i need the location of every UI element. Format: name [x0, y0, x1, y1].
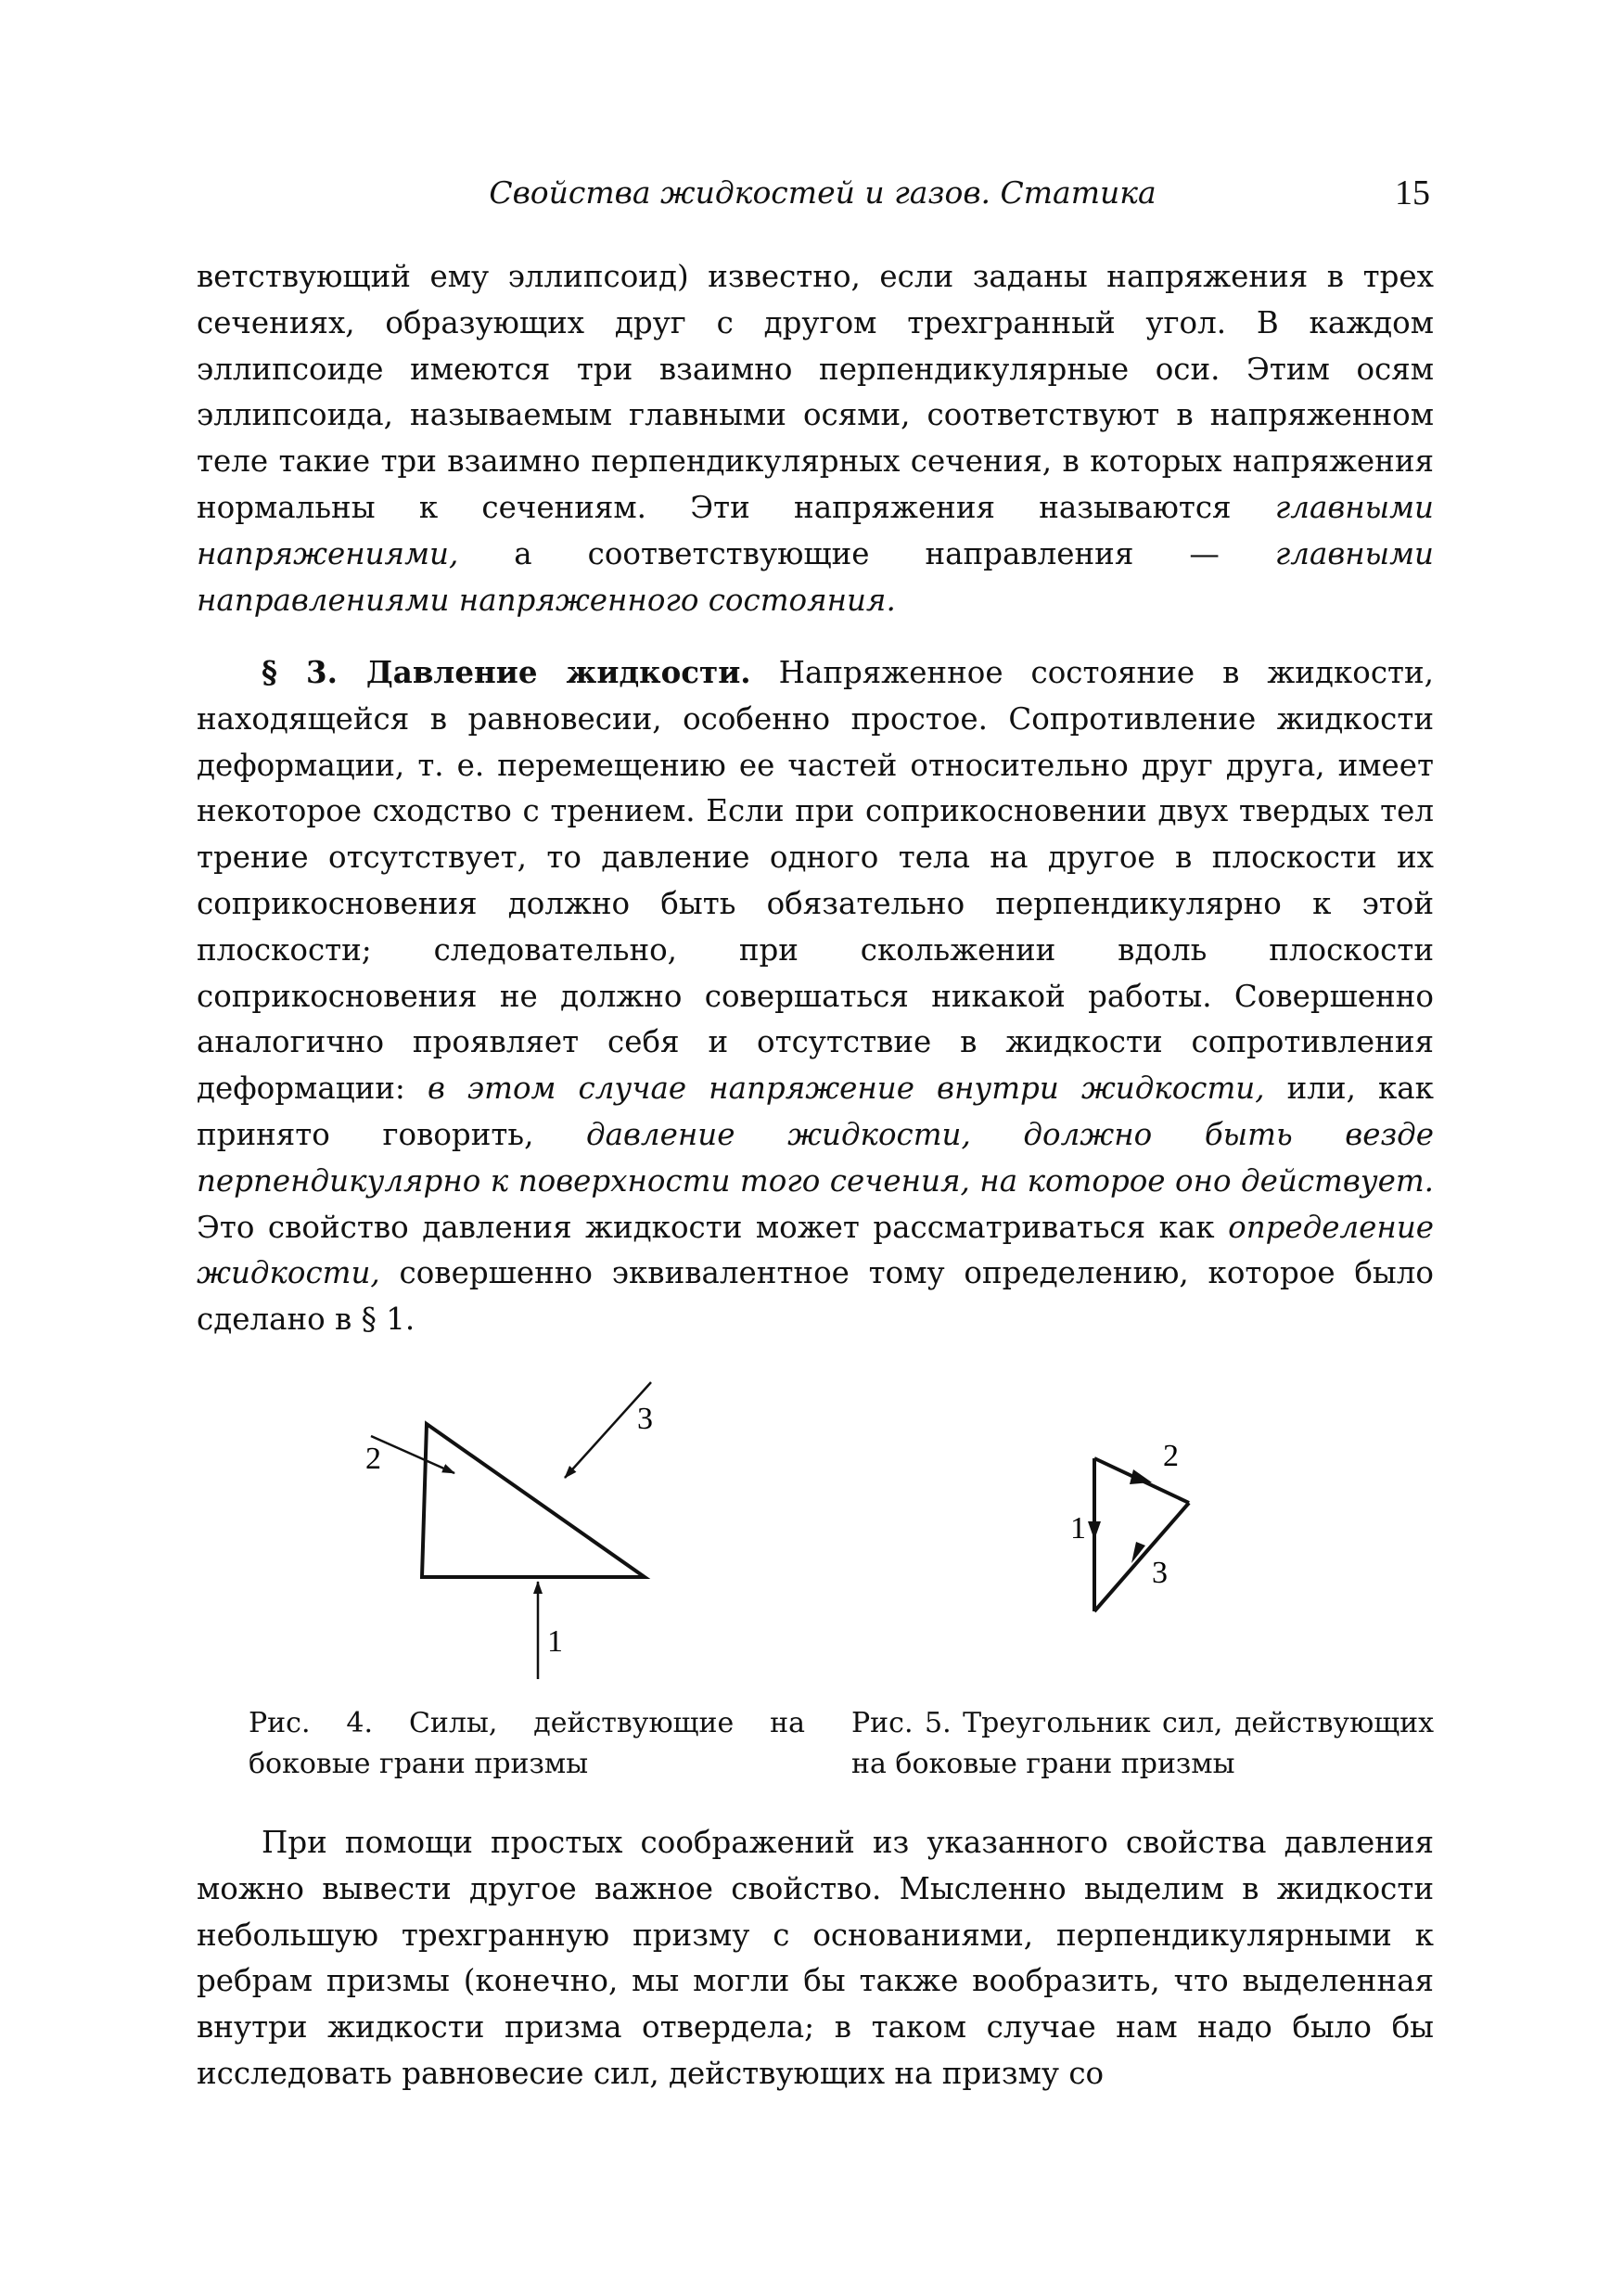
force-1-arrowhead — [1088, 1521, 1101, 1540]
running-head — [197, 174, 1430, 221]
figure-5-caption: Рис. 5. Треугольник сил, действующих на боковые грани призмы — [851, 1707, 1434, 1780]
figure-5-label-2: 2 — [1163, 1439, 1179, 1473]
emphasis-stress-inside-fluid: в этом случае напряжение внутри жидкости, — [427, 1071, 1265, 1107]
force-2-arrow — [371, 1436, 454, 1473]
force-triangle-side-3 — [1094, 1503, 1189, 1611]
paragraph-text: или, как принято говорить, — [197, 1071, 1434, 1152]
figure-5-drawing — [1070, 1439, 1189, 1611]
figure-5-label-3: 3 — [1152, 1556, 1168, 1590]
section-3-fluid-pressure — [197, 649, 1434, 1343]
running-title: Свойства жидкостей и газов. Статика — [489, 174, 1157, 211]
paragraph-text: совершенно эквивалентное тому определению, которое было сделано в § 1. — [197, 1255, 1434, 1338]
figure-4-label-2: 2 — [365, 1442, 381, 1476]
figures-svg — [197, 1373, 1434, 1707]
figure-4-caption: Рис. 4. Силы, действующие на боковые грани призмы — [249, 1707, 805, 1780]
emphasis-fluid-definition: определение жидкости, — [197, 1209, 1434, 1291]
figure-5-label-1: 1 — [1070, 1511, 1086, 1546]
page-number: 15 — [1395, 173, 1430, 212]
paragraph-text: ветствующий ему эллипсоид) известно, если заданы напряжения в трех сечениях, образующих друг с другом трехгранный угол. В каждом эллипсоиде имеются три взаимно перпендикулярные оси. Этим осям эллипсоида, называемым главными осями, соответствуют в напряженном теле такие три взаимно перпендикулярных сечения, в которых напряжения нормальны к сечениям. Эти напряжения называются — [197, 259, 1434, 525]
emphasis-pressure-perpendicular: давление жидкости, должно быть везде перпендикулярно к поверхности того сечения, на которое оно действует. — [197, 1116, 1434, 1199]
prism-triangle — [422, 1424, 645, 1577]
paragraph-text: Это свойство давления жидкости может рассматриваться как — [197, 1209, 1229, 1245]
emphasis-principal-directions: главными направлениями напряженного состояния. — [197, 535, 1434, 618]
paragraph-text: При помощи простых соображений из указанного свойства давления можно вывести другое важное свойство. Мысленно выделим в жидкости небольшую трехгранную призму с основаниями, перпендикулярными к ребрам призмы (конечно, мы могли бы также вообразить, что выделенная внутри жидкости призма отвердела; в таком случае нам надо было бы исследовать равновесие сил, действующих на призму со — [197, 1825, 1434, 2091]
section-heading: § 3. Давление жидкости. — [262, 654, 751, 690]
force-2-arrowhead — [1130, 1469, 1152, 1484]
paragraph-prism — [197, 1820, 1434, 2097]
figure-4-drawing — [365, 1382, 653, 1679]
paragraph-text: Напряженное состояние в жидкости, находящейся в равновесии, особенно простое. Сопротивление жидкости деформации, т. е. перемещению ее частей относительно друг друга, имеет некоторое сходство с трением. Если при соприкосновении двух твердых тел трение отсутствует, то давление одного тела на другое в плоскости их соприкосновения должно быть обязательно перпендикулярно к этой плоскости; следовательно, при скольжении вдоль плоскости соприкосновения не должно совершаться никакой работы. Совершенно аналогично проявляет себя и отсутствие в жидкости сопротивления деформации: — [197, 655, 1435, 1107]
paragraph-principal-stresses — [197, 254, 1434, 623]
figures-area — [197, 1373, 1434, 1707]
figure-4-label-3: 3 — [637, 1402, 653, 1436]
paragraph-text: а соответствующие направления — — [458, 535, 1275, 571]
figure-4-label-1: 1 — [547, 1624, 563, 1659]
emphasis-principal-stresses: главными напряжениями, — [197, 489, 1434, 571]
